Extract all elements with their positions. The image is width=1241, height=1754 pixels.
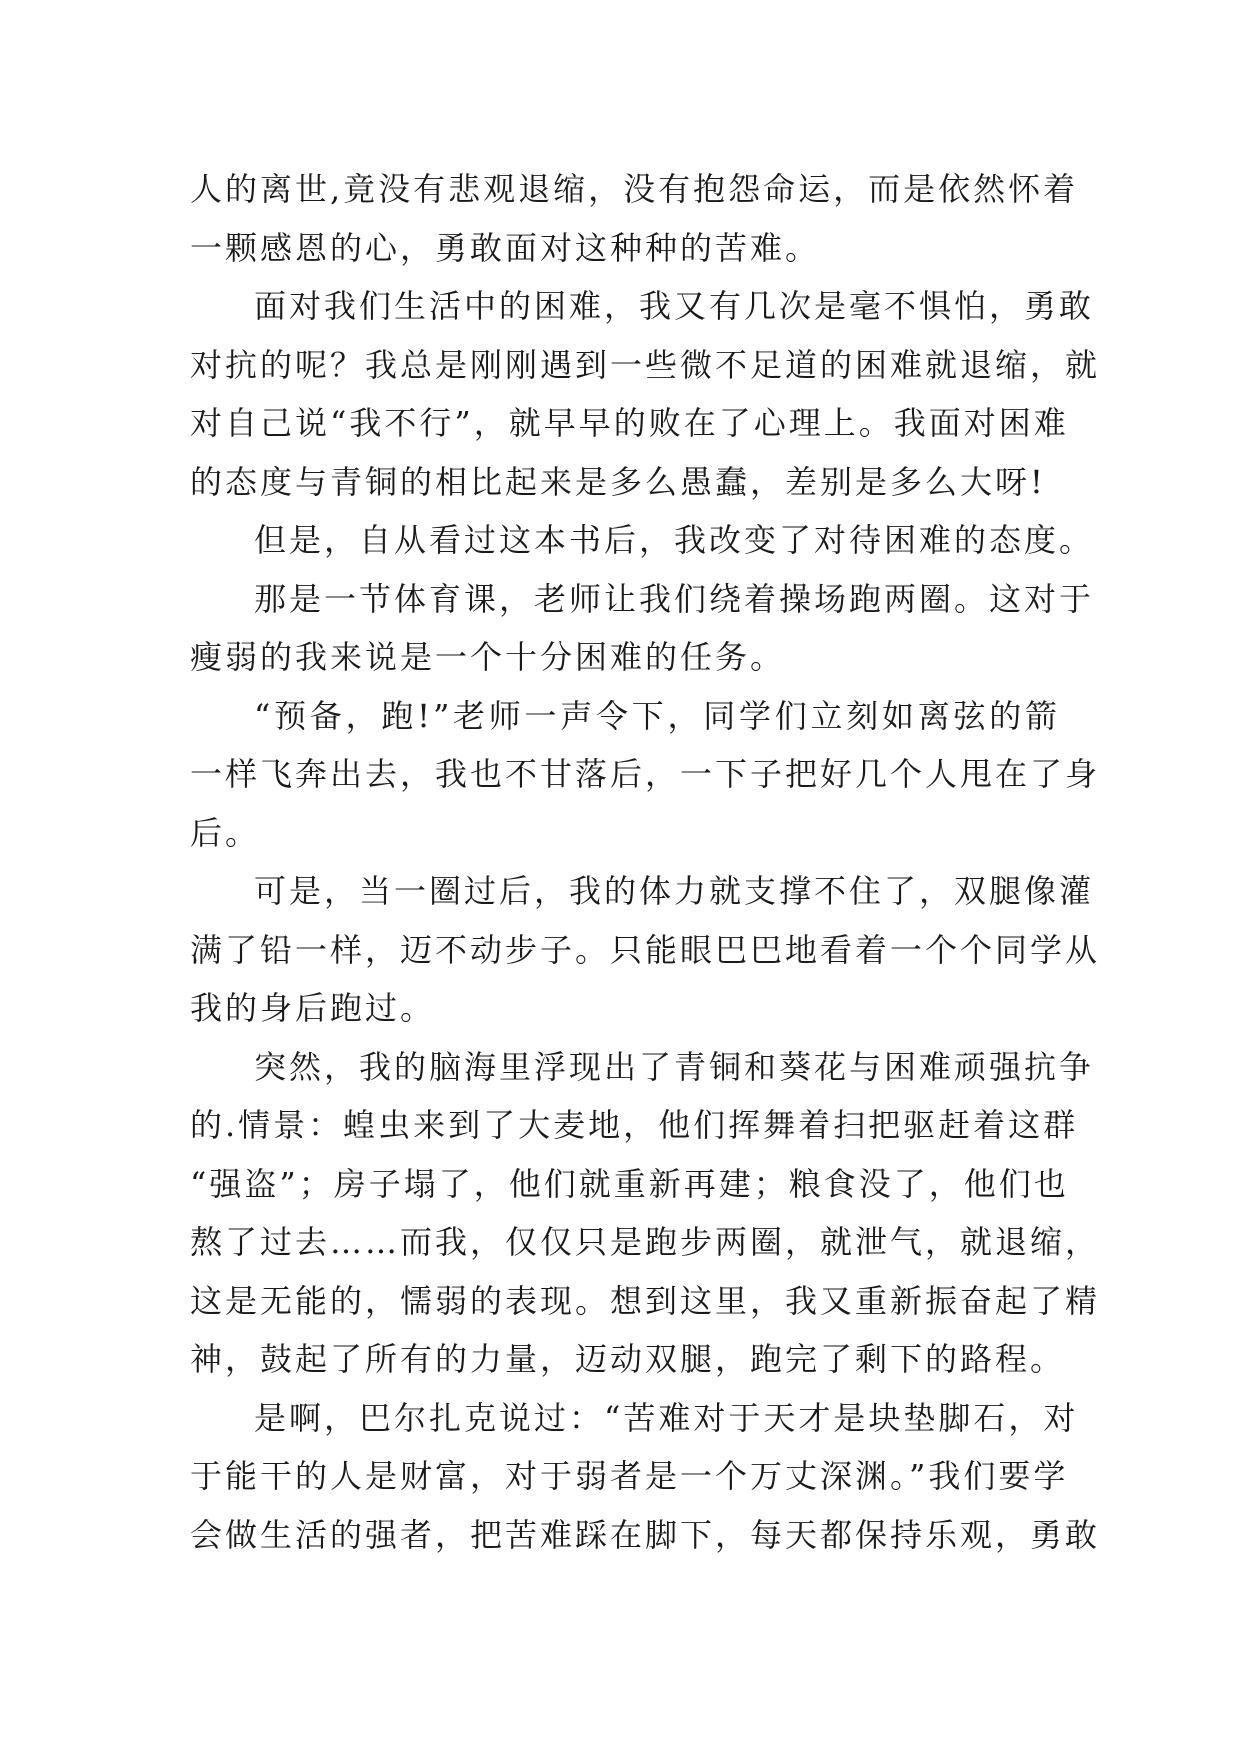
text-line: 突然，我的脑海里浮现出了青铜和葵花与困难顽强抗争 bbox=[254, 1047, 1095, 1086]
text-line: 对自己说“我不行”，就早早的败在了心理上。我面对困难 bbox=[190, 404, 1069, 442]
text-line: 这是无能的，懦弱的表现。想到这里，我又重新振奋起了精 bbox=[190, 1281, 1101, 1320]
text-line: 可是，当一圈过后，我的体力就支撑不住了，双腿像灌 bbox=[254, 872, 1095, 910]
text-line: 那是一节体育课，老师让我们绕着操场跑两圈。这对于 bbox=[254, 579, 1095, 618]
text-line: “预备，跑!”老师一声令下，同学们立刻如离弦的箭 bbox=[254, 696, 1060, 735]
text-line: 满了铅一样，迈不动步子。只能眼巴巴地看着一个个同学从 bbox=[190, 930, 1101, 969]
text-line: 面对我们生活中的困难，我又有几次是毫不惧怕，勇敢 bbox=[254, 287, 1095, 325]
text-line: 会做生活的强者，把苦难踩在脚下，每天都保持乐观，勇敢 bbox=[190, 1515, 1101, 1554]
essay-text-block bbox=[190, 160, 1101, 1564]
text-line: 的.情景：蝗虫来到了大麦地，他们挥舞着扫把驱赶着这群 bbox=[190, 1106, 1079, 1144]
text-line: 但是，自从看过这本书后，我改变了对待困难的态度。 bbox=[254, 521, 1095, 559]
text-line: 于能干的人是财富，对于弱者是一个万丈深渊。”我们要学 bbox=[190, 1457, 1069, 1495]
text-line: 后。 bbox=[190, 813, 261, 852]
text-line: 一颗感恩的心，勇敢面对这种种的苦难。 bbox=[190, 228, 821, 267]
text-line: 的态度与青铜的相比起来是多么愚蠢，差别是多么大呀! bbox=[190, 462, 1046, 501]
text-line: 瘦弱的我来说是一个十分困难的任务。 bbox=[190, 638, 786, 676]
text-line: 我的身后跑过。 bbox=[190, 989, 436, 1027]
text-line: 对抗的呢？我总是刚刚遇到一些微不足道的困难就退缩，就 bbox=[190, 345, 1101, 384]
text-line: 熬了过去……而我，仅仅只是跑步两圈，就泄气，就退缩， bbox=[190, 1223, 1101, 1261]
text-line: 是啊，巴尔扎克说过：“苦难对于天才是块垫脚石，对 bbox=[254, 1398, 1079, 1437]
text-line: 神，鼓起了所有的力量，迈动双腿，跑完了剩下的路程。 bbox=[190, 1340, 1066, 1378]
text-line: “强盗”；房子塌了，他们就重新再建；粮食没了，他们也 bbox=[190, 1164, 1069, 1203]
text-line: 人的离世,竟没有悲观退缩，没有抱怨命运，而是依然怀着 bbox=[190, 170, 1079, 208]
text-line: 一样飞奔出去，我也不甘落后，一下子把好几个人甩在了身 bbox=[190, 755, 1101, 793]
